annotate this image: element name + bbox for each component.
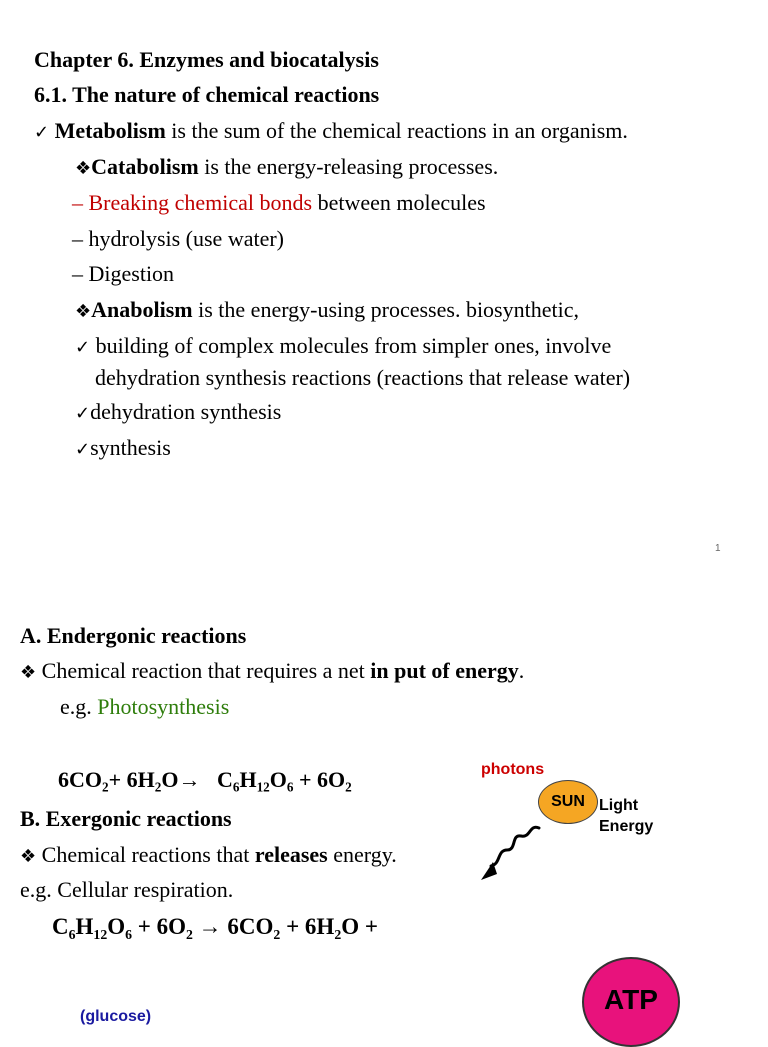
photosynthesis-equation: $6CO_2+ 6H_2O\to$ $C_6H_{12}O_6 + 6O_2$ [58, 767, 352, 795]
diamond-bullet-icon: ❖ [20, 662, 37, 683]
energy-label: Energy [599, 818, 654, 835]
sun-icon [538, 780, 598, 824]
building-text-1: building of complex molecules from simpler ones, involve [90, 333, 612, 358]
catabolism-line [75, 154, 498, 182]
endergonic-text-pre: Chemical reaction that requires a net [36, 658, 371, 683]
checkmark-icon: ✓ [75, 439, 91, 460]
sun-label: SUN [551, 793, 585, 810]
synthesis-text: synthesis [90, 435, 171, 460]
catabolism-definition: is the energy-releasing processes. [198, 154, 499, 179]
respiration-example: e.g. Cellular respiration. [20, 877, 234, 902]
anabolism-line [75, 297, 579, 325]
atp-circle [582, 957, 680, 1047]
glucose-label: (glucose) [80, 1008, 152, 1025]
photosynthesis-example [60, 694, 229, 720]
photon-wave-arrow-icon [475, 822, 547, 884]
catabolism-term: Catabolism [91, 154, 199, 179]
metabolism-term: Metabolism [54, 118, 166, 143]
diamond-bullet-icon: ❖ [20, 846, 37, 867]
breaking-bonds-line [72, 190, 486, 216]
exergonic-text-bold: releases [254, 842, 328, 867]
dehydration-text: dehydration synthesis [90, 399, 282, 424]
chapter-title: Chapter 6. Enzymes and biocatalysis [34, 47, 379, 72]
building-line-2: dehydration synthesis reactions (reactions that release water) [95, 365, 631, 390]
photons-label: photons [481, 761, 545, 778]
metabolism-line [34, 118, 628, 146]
endergonic-text-bold: in put of energy [370, 658, 519, 683]
building-line-1 [75, 333, 611, 361]
dash-bullet-icon: – [72, 226, 83, 251]
hydrolysis-text: hydrolysis (use water) [88, 226, 285, 251]
synthesis-line [75, 435, 171, 463]
checkmark-icon: ✓ [75, 403, 91, 424]
anabolism-definition: is the energy-using processes. biosynthetic, [192, 297, 579, 322]
diamond-bullet-icon: ❖ [75, 301, 92, 322]
checkmark-icon: ✓ [75, 337, 91, 358]
atp-label: ATP [604, 984, 658, 1015]
exergonic-heading: B. Exergonic reactions [20, 806, 232, 831]
photosynthesis-label: Photosynthesis [97, 694, 230, 719]
checkmark-icon: ✓ [34, 122, 50, 143]
exergonic-definition [20, 842, 397, 870]
diamond-bullet-icon: ❖ [75, 158, 92, 179]
exergonic-text-post: energy. [327, 842, 397, 867]
reaction-arrow-icon: → [192, 914, 228, 939]
dehydration-line [75, 399, 281, 427]
eg-label: e.g. [60, 694, 98, 719]
page-number: 1 [715, 543, 721, 554]
breaking-bonds-highlight: Breaking chemical bonds [88, 190, 313, 215]
hydrolysis-line [72, 226, 284, 252]
section-title: 6.1. The nature of chemical reactions [34, 82, 380, 107]
exergonic-text-pre: Chemical reactions that [36, 842, 255, 867]
anabolism-term: Anabolism [91, 297, 193, 322]
breaking-bonds-rest: between molecules [312, 190, 486, 215]
reaction-arrow-icon: → [178, 767, 201, 792]
respiration-equation: $C_6H_{12}O_6 + 6O_2 \to 6CO_2 + 6H_2O$ + [52, 914, 378, 942]
light-label: Light [599, 797, 639, 814]
light-energy-label [599, 795, 653, 837]
metabolism-definition: is the sum of the chemical reactions in an organism. [165, 118, 628, 143]
dash-bullet-icon: – [72, 261, 83, 286]
digestion-text: Digestion [88, 261, 175, 286]
endergonic-definition [20, 658, 524, 686]
digestion-line [72, 261, 174, 287]
endergonic-heading: A. Endergonic reactions [20, 623, 247, 648]
endergonic-text-post: . [518, 658, 525, 683]
dash-bullet-icon: – [72, 190, 83, 215]
